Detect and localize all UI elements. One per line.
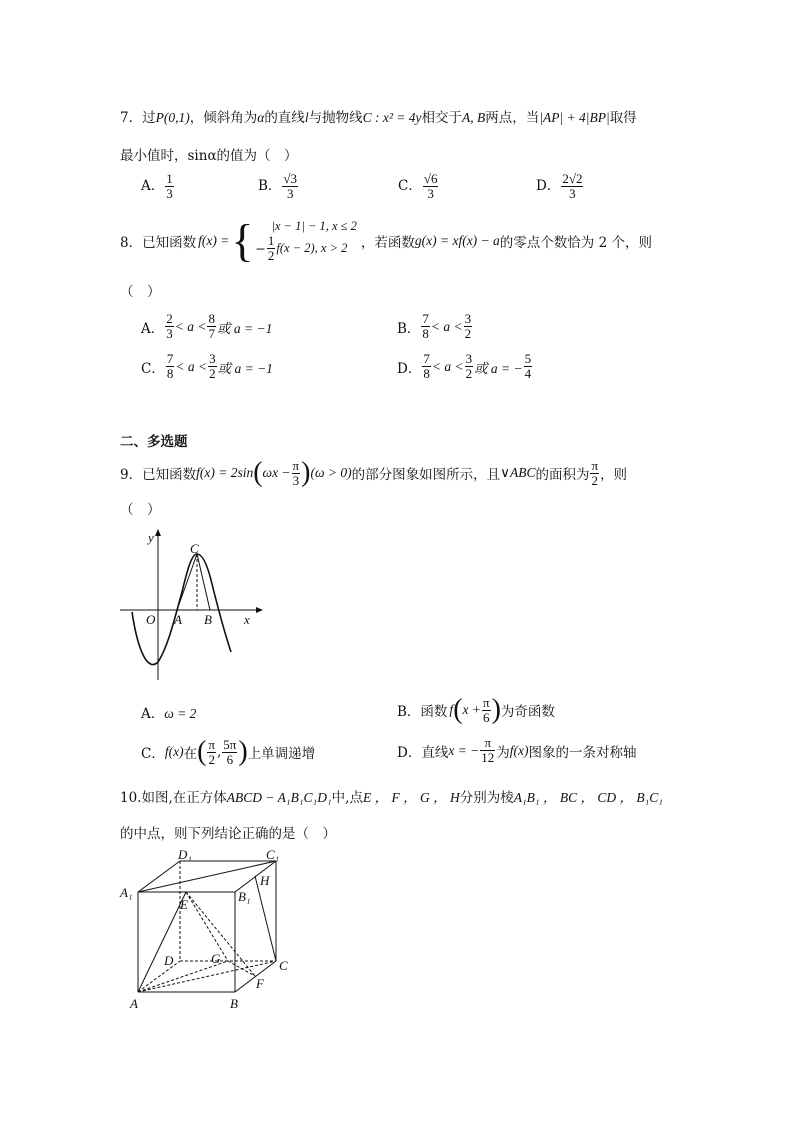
q7-expression: |AP| + 4|BP| [539, 110, 610, 125]
y-axis-arrow [155, 529, 161, 536]
q8-brace: { [231, 215, 254, 266]
label-c1: C₁ [266, 847, 280, 862]
label-x: x [244, 612, 250, 627]
q7-point: P(0,1) [155, 110, 190, 125]
q8-line2: （ ） [120, 284, 161, 300]
q7-option-c-label: C． [398, 178, 422, 194]
q10-edges: A₁B₁ ， BC ， CD ， B₁C₁ [513, 790, 663, 805]
label-e: E [180, 897, 188, 912]
q7-option-a-label: A． [141, 178, 165, 194]
q7-text-5: 两点，当 [485, 110, 540, 126]
q7-option-a [141, 172, 175, 201]
seg-hc [255, 876, 276, 961]
q9-option-d: D．直线 x = − $\frac{\pi}{12}$ 为 f(x) 图象的一条对称轴 [397, 735, 637, 765]
q7-option-d-fraction: $\frac{2√2}{3}$ [562, 171, 583, 201]
q10-points: E ， F ， G ， H [362, 790, 460, 805]
label-b1: B₁ [238, 889, 251, 904]
label-y: y [148, 530, 154, 545]
q8-number: 8．已知函数 [120, 235, 197, 251]
label-c: C [190, 541, 199, 556]
q10-line1 [120, 786, 663, 806]
q10-line2: 的中点，则下列结论正确的是（ ） [120, 826, 336, 842]
segment-cb [197, 554, 210, 610]
label-g: G [211, 951, 221, 966]
q9-line1: 9．已知函数 f(x) = 2sin ( ωx − $\frac{\pi}{3}$ ) (ω > 0) 的部分图象如图所示，且 ∨ABC 的面积为 $\frac{\pi}{2}$ ，则 [120, 457, 628, 488]
label-b: B [230, 996, 238, 1011]
seg-ae [138, 892, 186, 992]
q8-g-function: g(x) = xf(x) − a [414, 233, 500, 248]
x-axis-arrow [256, 607, 263, 613]
q9-line2: （ ） [120, 502, 161, 518]
label-f: F [256, 976, 264, 991]
q9-area: $\frac{\pi}{2}$ [591, 457, 599, 488]
q7-option-b-label: B． [258, 178, 282, 194]
q9-text-2: 的面积为 [535, 467, 590, 483]
label-o: O [146, 612, 156, 627]
q9-number: 9．已知函数 [120, 467, 197, 483]
q8-function: f(x) = [198, 233, 230, 248]
q7-option-b-fraction: $\frac{√3}{3}$ [283, 171, 298, 201]
q7-alpha: α [257, 110, 265, 125]
q7-text-3: 与抛物线 [308, 110, 363, 126]
q7-line-l: l [304, 110, 309, 125]
q8-text-2: 的零点个数恰为 2 个，则 [499, 235, 652, 251]
section-heading-multi-choice: 二、多选题 [120, 434, 188, 450]
q9-option-b: B．函数 f ( x + $\frac{\pi}{6}$ ) 为奇函数 [397, 694, 555, 725]
q7-text-2: 的直线 [264, 110, 305, 126]
q7-option-a-fraction: $\frac{1}{3}$ [166, 171, 173, 201]
q10-cube-figure [118, 845, 308, 1013]
q8-case-1: |x − 1| − 1, x ≤ 2 [271, 219, 357, 233]
seg-gf [228, 961, 255, 976]
q7-option-d-label: D． [536, 178, 561, 194]
q7-text-6: 取得 [609, 110, 637, 126]
q7-option-c [398, 172, 439, 201]
q9-condition: (ω > 0) [310, 465, 352, 480]
label-a1: A₁ [120, 885, 133, 900]
label-a: A [174, 612, 182, 627]
q8-line1 [120, 213, 652, 269]
label-b: B [204, 612, 212, 627]
q9-function: f(x) = 2sin [196, 465, 254, 480]
q10-text-1: 中,点 [331, 790, 363, 806]
q8-option-b: B． $\frac{7}{8}$ < a < $\frac{3}{2}$ [397, 311, 472, 341]
q9-text-3: ，则 [600, 467, 628, 483]
label-d: D [164, 953, 174, 968]
q9-option-a: A．ω = 2 [141, 706, 197, 722]
q7-text-1: ，倾斜角为 [189, 110, 258, 126]
q7-number: 7．过 [120, 110, 156, 126]
sine-curve [132, 554, 231, 665]
label-h: H [260, 873, 270, 888]
label-c: C [279, 958, 288, 973]
q7-option-b [258, 172, 299, 201]
q7-option-d [536, 172, 584, 201]
q9-triangle: ∨ABC [500, 465, 536, 480]
q8-option-d: D． $\frac{7}{8}$ < a < $\frac{3}{2}$ 或 a = − $\frac{5}{4}$ [397, 351, 532, 381]
q9-option-c: C． f(x) 在 ( $\frac{\pi}{2}$ , $\frac{5\pi}{6}$ ) 上单调递增 [141, 736, 316, 767]
q7-option-c-fraction: $\frac{√6}{3}$ [423, 171, 438, 201]
q10-number: 10.如图,在正方体 [120, 790, 227, 806]
q8-text-1: ，若函数 [360, 235, 415, 251]
q9-sine-graph [110, 522, 270, 687]
q7-parabola: C : x² = 4y [362, 110, 422, 125]
q7-points-ab: A, B [461, 110, 486, 125]
label-d1: D₁ [178, 847, 192, 862]
q7-line2: 最小值时，sinα的值为（ ） [120, 148, 298, 164]
q10-cube: ABCD − A₁B₁C₁D₁ [226, 790, 332, 805]
q8-case-2: − $\frac{1}{2}$ f(x − 2), x > 2 [255, 233, 348, 263]
q9-text-1: 的部分图象如图所示，且 [351, 467, 501, 483]
q7-text-4: 相交于 [421, 110, 462, 126]
seg-eg [186, 892, 228, 961]
q10-text-2: 分别为棱 [459, 790, 514, 806]
q8-option-a: A． $\frac{2}{3}$ < a < $\frac{8}{7}$ 或 a = −1 [141, 311, 273, 341]
q7-line1 [120, 106, 637, 126]
segment-ac [177, 554, 197, 610]
q8-piecewise [255, 219, 356, 263]
q8-option-c: C． $\frac{7}{8}$ < a < $\frac{3}{2}$ 或 a = −1 [141, 351, 273, 381]
label-a: A [130, 996, 138, 1011]
